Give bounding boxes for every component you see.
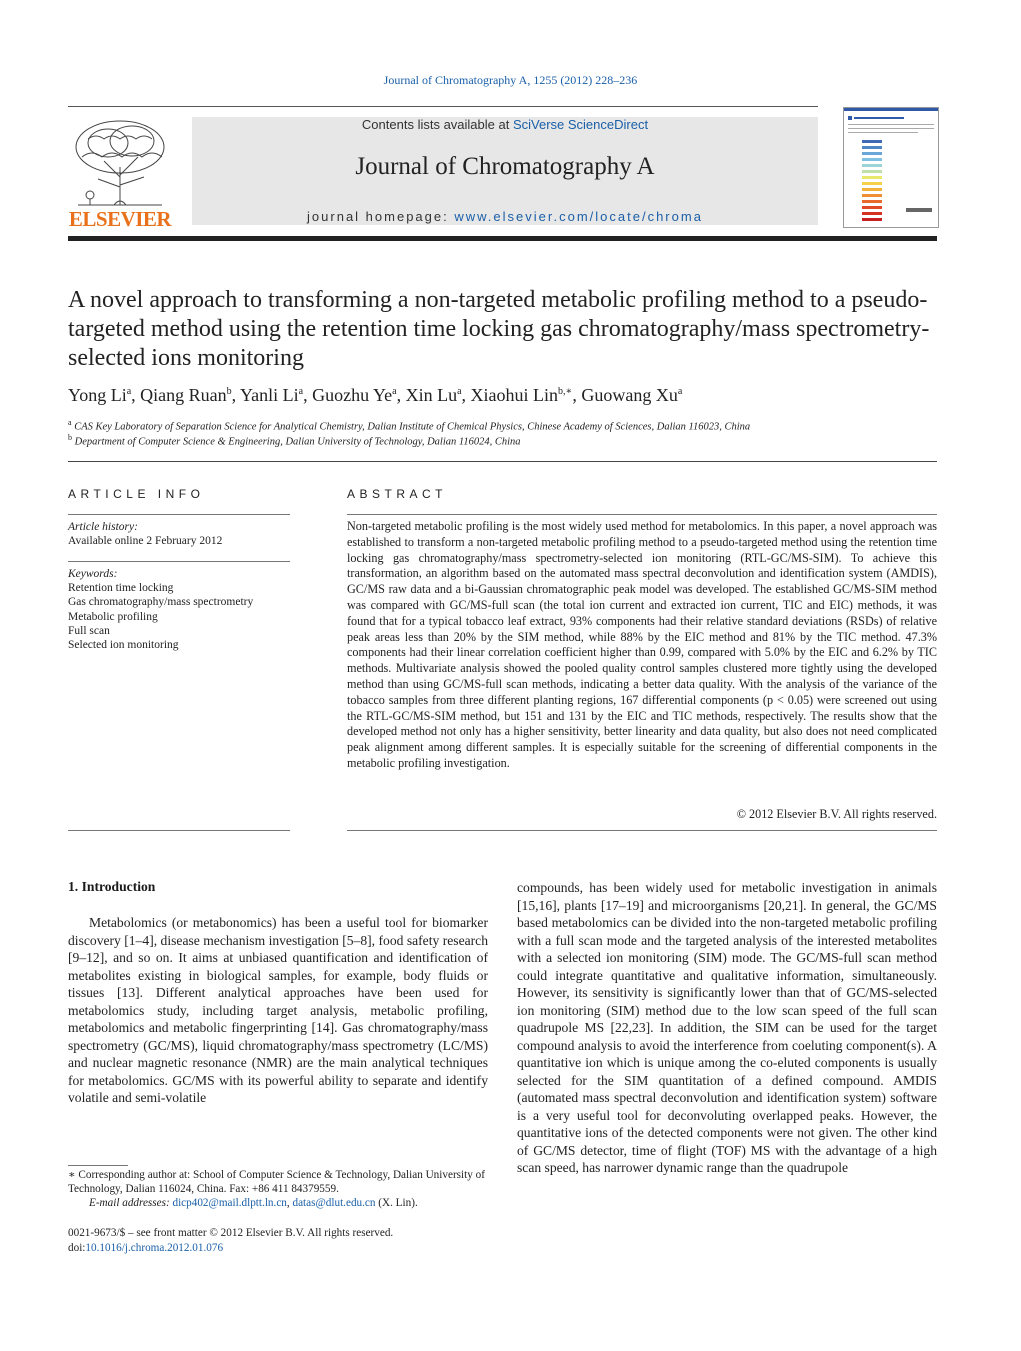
keyword-item: Retention time locking: [68, 582, 174, 594]
affiliation-text: CAS Key Laboratory of Separation Science for Analytical Chemistry, Dalian Institute of Chemical Physics, Chinese Academy of Sciences, Dalian 116023, China: [74, 421, 751, 433]
email-separator: ,: [286, 1197, 293, 1209]
sciencedirect-link[interactable]: SciVerse ScienceDirect: [512, 117, 649, 132]
body-column-left: Metabolomics (or metabonomics) has been a useful tool for biomarker discovery [1–4], disease mechanism investigation [5–8], food safety research [9–12], and so on. It aims at unbiased quantification and identification of metabolites existing in biological samples, for example, body fluids or tissues [13]. Different analytical approaches have been used for metabolomics study, including target analysis, metabolic profiling, metabolomics and metabolic fingerprinting [14]. Gas chromatography/mass spectrometry (GC/MS), liquid chromatography/mass spectrometry (LC/MS) and nuclear magnetic resonance (NMR) are the main analytical techniques for metabolomics. GC/MS with its powerful ability to separate and identify volatile and semi-volatile: [68, 915, 488, 1105]
copyright-notice: © 2012 Elsevier B.V. All rights reserved.: [736, 807, 937, 821]
elsevier-wordmark: ELSEVIER: [68, 207, 172, 231]
available-online-date: Available online 2 February 2012: [68, 535, 223, 547]
contents-prefix: Contents lists available at: [361, 117, 513, 132]
affiliation-mark: b: [68, 433, 72, 442]
keyword-item: Metabolic profiling: [68, 610, 158, 623]
author-name[interactable]: Xin Lu: [405, 385, 458, 405]
keywords-list: [68, 581, 253, 652]
abstract-heading: ABSTRACT: [347, 487, 448, 501]
history-divider: [68, 561, 290, 562]
journal-citation-link[interactable]: Journal of Chromatography A, 1255 (2012) 228–236: [383, 73, 638, 87]
keyword-item: Full scan: [68, 624, 110, 637]
author-affiliation-mark[interactable]: a: [126, 386, 132, 397]
author-affiliation-mark[interactable]: a: [677, 386, 683, 397]
keywords-label: Keywords:: [68, 568, 118, 580]
affiliation-b: [68, 433, 948, 448]
abstract-text: Non-targeted metabolic profiling is the most widely used method for metabolomics. In this paper, a novel approach was established to transform a non-targeted metabolic profiling method to a pseudo-targeted method using the retention time locking gas chromatography/mass spectrometry-selected ion monitoring (RTL-GC/MS-SIM). To achieve this transformation, an algorithm based on the automated mass spectral deconvolution and identification system (AMDIS), GC/MS raw data and a bi-Gaussian chromatographic peak model was developed. The established GC/MS-SIM method was compared with GC/MS-full scan (the total ion current and extracted ion current, TIC and EIC) methods, it was found that for a typical tobacco leaf extract, 93% components had their relative standard deviations (RSDs) of relative peak areas less than 20% by the SIM method, while 88% by the EIC method and 81% by the TIC method. 47.3% components had their linear correlation coefficient higher than 0.99, compared with 5.0% by the EIC and 6.2% by TIC methods. Multivariate analysis showed the pooled quality control samples clustered more tightly using the developed method than using GC/MS-full scan methods, indicating a better data quality. With the analysis of the variance of the tobacco samples from three different planting regions, 167 differential components (p < 0.05) were screened out using the RTL-GC/MS-SIM method, but 151 and 131 by the EIC and TIC methods, respectively. The results show that the developed method not only has a higher sensitivity, better linearity and data quality, but also does not need complicated peak alignment among different samples. It is especially suitable for the screening of differential components in the metabolic profiling investigation.: [347, 519, 937, 770]
author-name[interactable]: Yanli Li: [239, 385, 299, 405]
footnote-rule: [68, 1165, 128, 1166]
header-bottom-rule: [68, 236, 937, 241]
corresponding-author-text: ∗ Corresponding author at: School of Computer Science & Technology, Dalian University of Technology, Dalian 116024, China. Fax: +86 411 84379559.: [68, 1169, 485, 1195]
contents-line: [192, 117, 818, 132]
abstract-bottom-rule: [347, 830, 937, 831]
doi-link[interactable]: 10.1016/j.chroma.2012.01.076: [85, 1242, 224, 1254]
body-column-right: compounds, has been widely used for metabolic investigation in animals [15,16], plants [17–19] and microorganisms [20,21]. In general, the GC/MS based metabolomics can be divided into the non-targeted metabolic profiling with a full scan mode and the targeted analysis of the interested metabolites with a selected ion monitoring (SIM) mode. The GC/MS-full scan method could integrate quantitative and qualitative information, simultaneously. However, its sensitivity is significantly lower than that of GC/MS-selected ion monitoring (SIM) method due to the low scan speed of the full scan quadrupole MS [22,23]. In addition, the SIM can be used for the target compound analysis to avoid the interference from coeluting component(s). A quantitative ion which is unique among the co-eluted components is usually selected for the SIM quantitation of a defined compound. AMDIS (automated mass spectral deconvolution and identification system) software is a very useful tool for deconvoluting overlapped peaks. However, the quantitative ions of the detected components were not given. The other kind of GC/MS detector, time of flight (TOF) MS with the advantage of a high scan speed, has narrower dynamic range than the quadrupole: [517, 880, 937, 1175]
issn-doi-block: [68, 1226, 488, 1256]
author-affiliation-mark[interactable]: a: [392, 386, 397, 397]
author-list: Yong Li$^a$, Qiang Ruan$^b$, Yanli Li$^a$, Guozhu Ye$^a$, Xin Lu$^a$, Xiaohui Lin$^{b,∗}$, Guowang Xu$^a$: [68, 385, 683, 405]
section-heading-introduction: 1. Introduction: [68, 879, 156, 894]
doi-line: [68, 1241, 488, 1256]
homepage-prefix: journal homepage:: [307, 209, 455, 224]
author-name[interactable]: Xiaohui Lin: [470, 385, 559, 405]
title-block-rule: [68, 461, 937, 462]
email-label: E-mail addresses:: [89, 1197, 173, 1209]
author-affiliation-mark[interactable]: a: [298, 386, 304, 397]
affiliation-a: [68, 418, 948, 433]
email-suffix: (X. Lin).: [375, 1197, 418, 1209]
email-link[interactable]: dicp402@mail.dlptt.ln.cn: [172, 1197, 287, 1209]
email-link[interactable]: datas@dlut.edu.cn: [292, 1197, 376, 1209]
author-name[interactable]: Qiang Ruan: [140, 385, 227, 405]
affiliation-mark: a: [68, 418, 72, 427]
corresponding-author-footnote: [68, 1168, 488, 1210]
journal-masthead: [192, 117, 818, 225]
keyword-item: Selected ion monitoring: [68, 639, 179, 652]
article-info-rule: [68, 514, 290, 515]
article-info-bottom-rule: [68, 830, 290, 831]
homepage-line: [192, 209, 818, 224]
abstract-top-rule: [347, 514, 937, 515]
author-name[interactable]: Yong Li: [68, 385, 127, 405]
article-title: A novel approach to transforming a non-targeted metabolic profiling method to a pseudo-targeted method using the retention time locking gas chromatography/mass spectrometry-selected ions monitoring: [68, 287, 930, 371]
author-affiliation-mark[interactable]: a: [457, 386, 462, 397]
doi-label: doi:: [68, 1242, 86, 1254]
article-history-label: Article history:: [68, 521, 138, 533]
email-line: [68, 1196, 488, 1210]
article-info-heading: ARTICLE INFO: [68, 487, 205, 501]
affiliation-text: Department of Computer Science & Engineering, Dalian University of Technology, Dalian 116024, China: [74, 436, 521, 448]
author-name[interactable]: Guozhu Ye: [312, 385, 393, 405]
keyword-item: Gas chromatography/mass spectrometry: [68, 596, 254, 609]
journal-name: Journal of Chromatography A: [355, 153, 655, 180]
issn-line: 0021-9673/$ – see front matter © 2012 Elsevier B.V. All rights reserved.: [68, 1227, 394, 1239]
header-top-rule: [68, 106, 818, 107]
author-affiliation-mark[interactable]: b: [226, 386, 232, 397]
author-affiliation-mark[interactable]: b,∗: [558, 386, 573, 397]
journal-cover-thumbnail: [843, 107, 939, 228]
author-name[interactable]: Guowang Xu: [581, 385, 678, 405]
homepage-link[interactable]: www.elsevier.com/locate/chroma: [454, 209, 703, 224]
